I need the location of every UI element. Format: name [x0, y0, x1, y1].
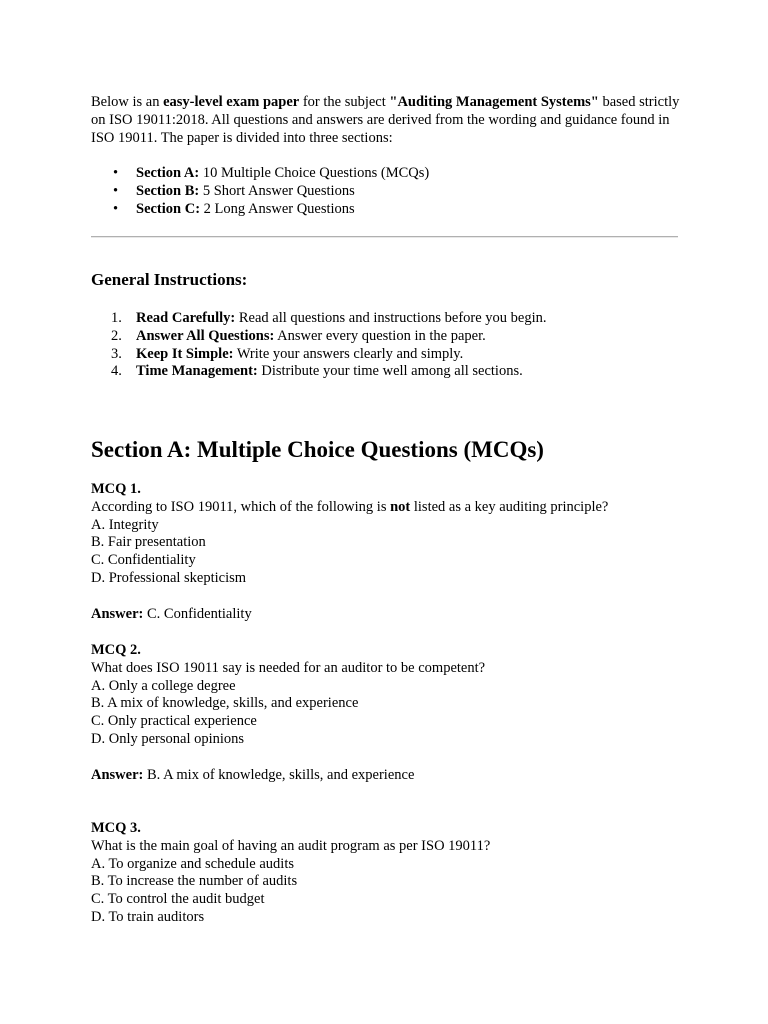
mcq-option: B. A mix of knowledge, skills, and experience — [91, 695, 359, 712]
horizontal-divider — [91, 236, 678, 238]
mcq-option: C. Confidentiality — [91, 552, 196, 569]
mcq-title: MCQ 3. — [91, 820, 141, 836]
intro-text-3: based strictly on ISO 19011:2018. All questions and answers are derived from the wording and guidance found in ISO 19011. The paper is divided into three sections: — [91, 94, 680, 146]
intro-text-2: for the subject — [299, 94, 390, 110]
bullet-icon: • — [113, 165, 119, 181]
mcq-1 — [91, 481, 691, 588]
mcq-option: B. Fair presentation — [91, 534, 206, 551]
list-item-section-a: • Section A: 10 Multiple Choice Questions (MCQs) — [113, 165, 430, 181]
intro-text-1: Below is an — [91, 94, 164, 110]
mcq-option: B. To increase the number of audits — [91, 873, 298, 890]
mcq-option: A. To organize and schedule audits — [91, 855, 295, 872]
mcq-title: MCQ 1. — [91, 481, 141, 497]
instruction-item: 1. Read Carefully: Read all questions and instructions before you begin. — [111, 310, 547, 326]
mcq-1-answer: Answer: C. Confidentiality — [91, 606, 252, 622]
general-instructions-heading: General Instructions: — [91, 270, 248, 289]
mcq-option: C. To control the audit budget — [91, 891, 265, 908]
mcq-2-answer: Answer: B. A mix of knowledge, skills, and experience — [91, 767, 415, 783]
mcq-question: What does ISO 19011 say is needed for an auditor to be competent? — [91, 659, 486, 676]
mcq-question: According to ISO 19011, which of the following is not listed as a key auditing principle? — [91, 498, 609, 515]
bullet-icon: • — [113, 182, 119, 199]
intro-bold-subject: "Auditing Management Systems" — [389, 94, 599, 110]
instruction-item: 3. Keep It Simple: Write your answers clearly and simply. — [111, 345, 464, 362]
list-item-section-c: • Section C: 2 Long Answer Questions — [113, 200, 355, 217]
list-item-section-b: • Section B: 5 Short Answer Questions — [113, 182, 355, 199]
instruction-item: 4. Time Management: Distribute your time well among all sections. — [111, 363, 523, 380]
intro-paragraph — [91, 94, 681, 147]
section-a-heading: Section A: Multiple Choice Questions (MCQs) — [91, 437, 544, 462]
instruction-item: 2. Answer All Questions: Answer every question in the paper. — [111, 327, 486, 344]
mcq-question: What is the main goal of having an audit program as per ISO 19011? — [91, 837, 491, 854]
bullet-icon: • — [113, 200, 119, 217]
mcq-2 — [91, 642, 691, 749]
mcq-title: MCQ 2. — [91, 642, 141, 658]
mcq-3 — [91, 820, 691, 927]
mcq-option: A. Only a college degree — [91, 677, 236, 694]
intro-bold-exam-paper: easy-level exam paper — [163, 94, 300, 110]
instructions-list — [91, 310, 547, 381]
mcq-option: D. To train auditors — [91, 908, 205, 925]
mcq-option: D. Only personal opinions — [91, 730, 245, 747]
mcq-option: C. Only practical experience — [91, 713, 257, 730]
mcq-option: D. Professional skepticism — [91, 569, 247, 586]
sections-list — [91, 165, 429, 218]
mcq-option: A. Integrity — [91, 516, 159, 533]
